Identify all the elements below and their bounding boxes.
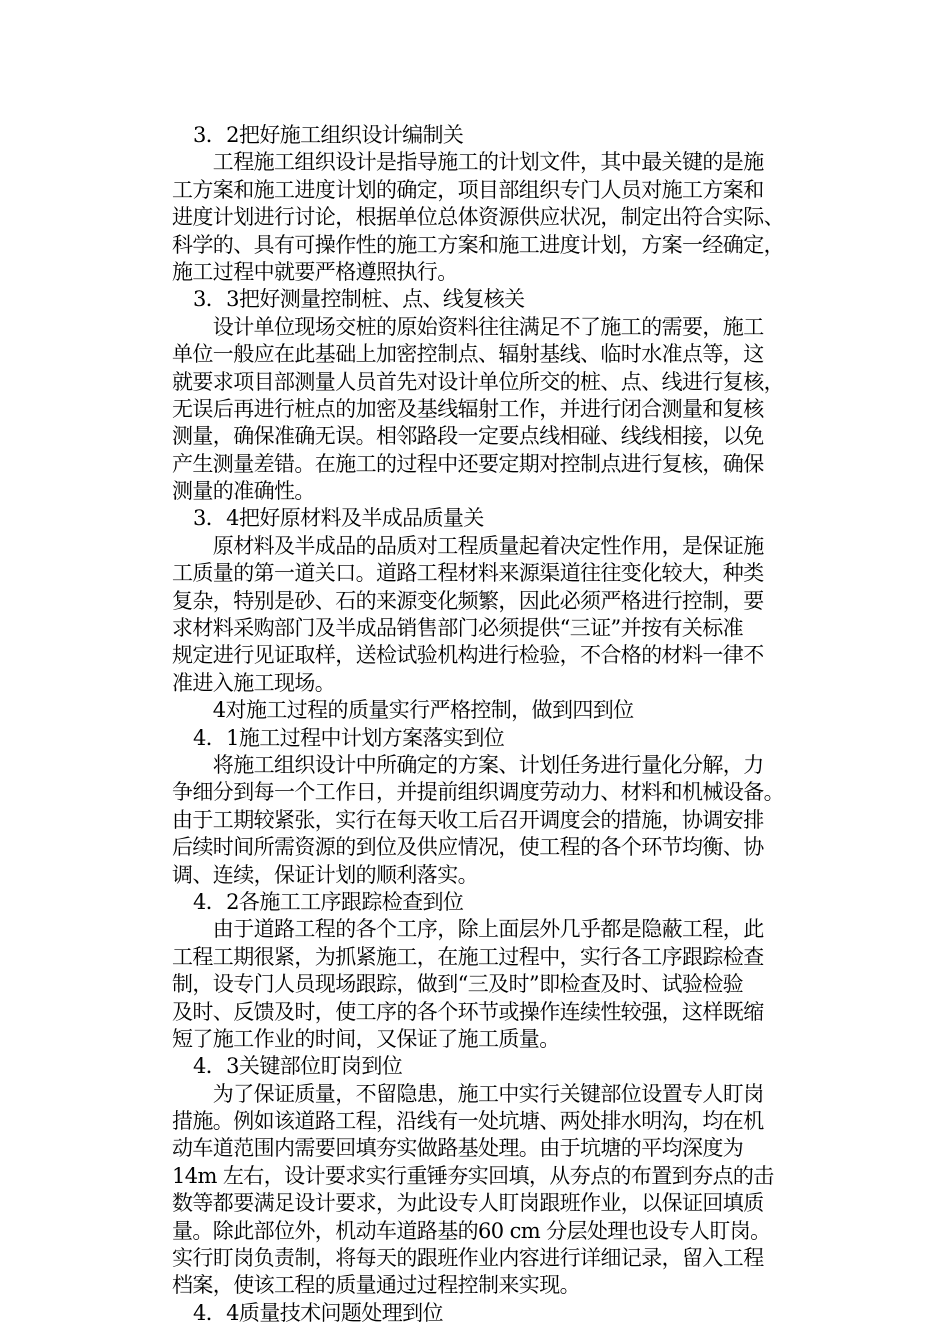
section-heading: 3．4把好原材料及半成品质量关 [193, 506, 484, 531]
paragraph-line: 量。除此部位外，机动车道路基的60 cm 分层处理也设专人盯岗。 [172, 1218, 771, 1243]
paragraph-line: 短了施工作业的时间，又保证了施工质量。 [172, 1026, 560, 1051]
paragraph-line: 产生测量差错。在施工的过程中还要定期对控制点进行复核，确保 [172, 451, 764, 476]
paragraph-line: 14m 左右，设计要求实行重锤夯实回填，从夯点的布置到夯点的击 [172, 1163, 774, 1188]
section-heading: 3．3把好测量控制桩、点、线复核关 [193, 287, 525, 312]
paragraph-line: 进度计划进行讨论，根据单位总体资源供应状况，制定出符合实际、 [172, 205, 784, 230]
section-heading: 3．2把好施工组织设计编制关 [193, 123, 464, 147]
paragraph-line: 为了保证质量，不留隐患，施工中实行关键部位设置专人盯岗 [172, 1081, 764, 1106]
paragraph-line: 动车道范围内需要回填夯实做路基处理。由于坑塘的平均深度为 [172, 1136, 744, 1161]
paragraph-line: 规定进行见证取样，送检试验机构进行检验，不合格的材料一律不 [172, 643, 764, 668]
paragraph-line: 实行盯岗负责制，将每天的跟班作业内容进行详细记录，留入工程 [172, 1246, 764, 1271]
paragraph-line: 工质量的第一道关口。道路工程材料来源渠道往往变化较大，种类 [172, 561, 764, 586]
paragraph-line: 由于道路工程的各个工序，除上面层外几乎都是隐蔽工程，此 [172, 917, 764, 942]
paragraph-line: 就要求项目部测量人员首先对设计单位所交的桩、点、线进行复核， [172, 369, 784, 394]
section-heading: 4．4质量技术问题处理到位 [193, 1300, 443, 1325]
paragraph-line: 档案，使该工程的质量通过过程控制来实现。 [172, 1273, 580, 1298]
paragraph-line: 复杂，特别是砂、石的来源变化频繁，因此必须严格进行控制，要 [172, 588, 764, 613]
section-heading: 4．2各施工工序跟踪检查到位 [193, 889, 464, 914]
paragraph-line: 测量，确保准确无误。相邻路段一定要点线相碰、线线相接，以免 [172, 424, 764, 449]
paragraph-line: 工程施工组织设计是指导施工的计划文件，其中最关键的是施 [172, 150, 764, 175]
document-page [172, 122, 812, 1327]
paragraph-line: 4对施工过程的质量实行严格控制，做到四到位 [172, 698, 634, 723]
paragraph-line: 工程工期很紧，为抓紧施工，在施工过程中，实行各工序跟踪检查 [172, 944, 764, 969]
paragraph-line: 工方案和施工进度计划的确定，项目部组织专门人员对施工方案和 [172, 177, 764, 202]
paragraph-line: 后续时间所需资源的到位及供应情况，使工程的各个环节均衡、协 [172, 835, 764, 860]
paragraph-line: 准进入施工现场。 [172, 670, 336, 695]
paragraph-line: 无误后再进行桩点的加密及基线辐射工作，并进行闭合测量和复核 [172, 396, 764, 421]
paragraph-line: 施工过程中就要严格遵照执行。 [172, 259, 458, 284]
paragraph-line: 数等都要满足设计要求，为此设专人盯岗跟班作业，以保证回填质 [172, 1191, 764, 1216]
paragraph-line: 原材料及半成品的品质对工程质量起着决定性作用，是保证施 [172, 533, 764, 558]
paragraph-line: 设计单位现场交桩的原始资料往往满足不了施工的需要，施工 [172, 314, 764, 339]
paragraph-line: 争细分到每一个工作日，并提前组织调度劳动力、材料和机械设备。 [172, 780, 784, 805]
paragraph-line: 测量的准确性。 [172, 479, 315, 504]
paragraph-line: 科学的、具有可操作性的施工方案和施工进度计划，方案一经确定， [172, 232, 784, 257]
paragraph-line: 措施。例如该道路工程，沿线有一处坑塘、两处排水明沟，均在机 [172, 1109, 764, 1134]
paragraph-line: 由于工期较紧张，实行在每天收工后召开调度会的措施，协调安排 [172, 807, 764, 832]
paragraph-line: 求材料采购部门及半成品销售部门必须提供“三证”并按有关标准 [172, 616, 744, 641]
section-heading: 4．1施工过程中计划方案落实到位 [193, 725, 505, 750]
paragraph-line: 制，设专门人员现场跟踪，做到“三及时”即检查及时、试验检验 [172, 972, 744, 997]
paragraph-line: 调、连续，保证计划的顺利落实。 [172, 862, 478, 887]
section-heading: 4．3关键部位盯岗到位 [193, 1054, 403, 1079]
paragraph-line: 将施工组织设计中所确定的方案、计划任务进行量化分解，力 [172, 752, 764, 777]
paragraph-line: 单位一般应在此基础上加密控制点、辐射基线、临时水准点等，这 [172, 342, 764, 367]
paragraph-line: 及时、反馈及时，使工序的各个环节或操作连续性较强，这样既缩 [172, 999, 764, 1024]
